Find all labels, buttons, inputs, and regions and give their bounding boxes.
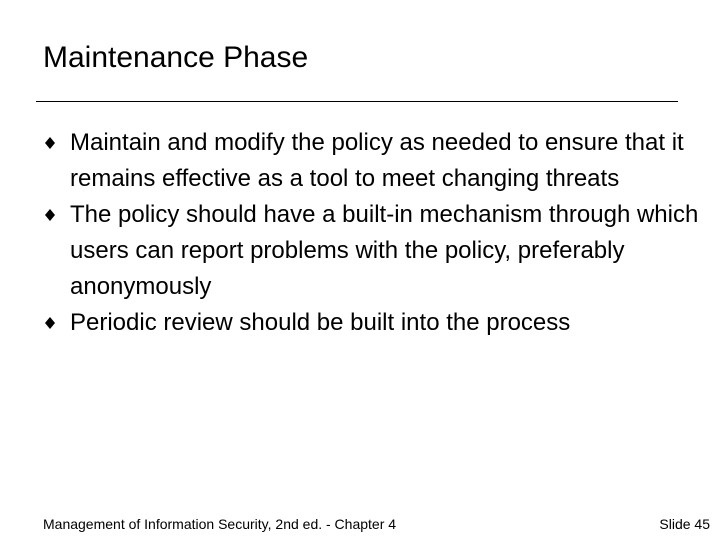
bullet-text: The policy should have a built-in mechanism through which users can report problems with the policy, preferably anonymously: [70, 201, 699, 300]
title-divider: [36, 101, 678, 102]
bullet-item: [44, 197, 704, 305]
footer-course-title: Management of Information Security, 2nd ed. - Chapter 4: [43, 516, 397, 532]
diamond-bullet-icon: [44, 317, 56, 329]
bullet-text: Periodic review should be built into the process: [70, 309, 571, 336]
bullet-item: [44, 305, 704, 341]
slide-title: Maintenance Phase: [43, 41, 309, 74]
footer-slide-number: Slide 45: [659, 516, 710, 532]
diamond-bullet-icon: [44, 209, 56, 221]
bullet-list: [44, 125, 704, 341]
bullet-item: [44, 125, 704, 197]
bullet-text: Maintain and modify the policy as needed to ensure that it remains effective as a tool to meet changing threats: [70, 129, 684, 192]
diamond-bullet-icon: [44, 137, 56, 149]
